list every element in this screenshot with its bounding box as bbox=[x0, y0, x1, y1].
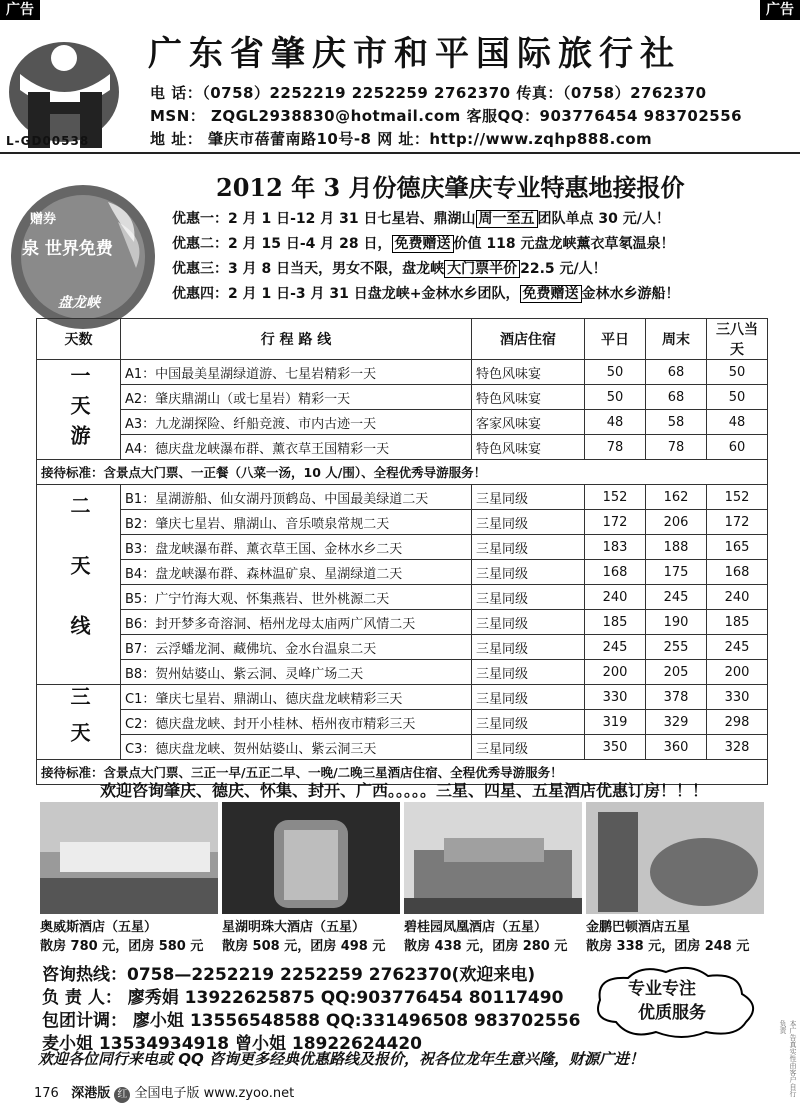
hotel-name: 奥威斯酒店（五星） bbox=[40, 920, 158, 935]
site: 全国电子版 www.zyoo.net bbox=[134, 1086, 295, 1101]
weekend-price: 68 bbox=[646, 360, 707, 385]
promo-pre: 优惠三：3 月 8 日当天，男女不限，盘龙峡 bbox=[172, 261, 445, 277]
cloud-line-2: 优质服务 bbox=[638, 1003, 706, 1023]
cloud-line-1: 专业专注 bbox=[628, 979, 696, 999]
weekday-price: 168 bbox=[585, 560, 646, 585]
weekday-price: 185 bbox=[585, 610, 646, 635]
ad-tag-right: 广告 bbox=[760, 0, 800, 20]
weekend-price: 378 bbox=[646, 685, 707, 710]
promo-box: 免费赠送 bbox=[392, 235, 454, 253]
promo-pre: 优惠一：2 月 1 日-12 月 31 日七星岩、鼎湖山 bbox=[172, 211, 476, 227]
march8-price: 245 bbox=[707, 635, 768, 660]
hotel: 特色风味宴 bbox=[472, 435, 585, 460]
hotel: 三星同级 bbox=[472, 585, 585, 610]
weekday-price: 152 bbox=[585, 485, 646, 510]
day-label: 一天游 bbox=[37, 360, 121, 460]
col-route: 行 程 路 线 bbox=[121, 319, 472, 360]
welcome-banner: 欢迎咨询肇庆、德庆、怀集、封开、广西。。。。。三星、四星、五星酒店优惠订房！！！ bbox=[99, 781, 708, 800]
footer-message: 欢迎各位同行来电或 QQ 咨询更多经典优惠路线及报价，祝各位龙年生意兴隆，财源广进！ bbox=[38, 1050, 644, 1068]
standard-row bbox=[37, 460, 768, 485]
table-row bbox=[37, 510, 768, 535]
hotel: 特色风味宴 bbox=[472, 385, 585, 410]
ad-tag-left: 广告 bbox=[0, 0, 40, 20]
route: B1：星湖游船、仙女湖丹顶鹤岛、中国最美绿道二天 bbox=[121, 485, 472, 510]
service-standard: 接待标准：含景点大门票、三正一早/五正二早、一晚/二晚三星酒店住宿、全程优秀导游服务！ bbox=[37, 760, 768, 785]
weekday-price: 78 bbox=[585, 435, 646, 460]
hotel: 三星同级 bbox=[472, 635, 585, 660]
promo-item bbox=[172, 233, 675, 253]
promo-post: 团队单点 30 元/人！ bbox=[537, 211, 670, 227]
service-standard: 接待标准：含景点大门票、一正餐（八菜一汤，10 人/围）、全程优秀导游服务！ bbox=[37, 460, 768, 485]
weekend-price: 188 bbox=[646, 535, 707, 560]
hotel-price: 散房 508 元，团房 498 元 bbox=[222, 939, 386, 954]
hotel: 三星同级 bbox=[472, 560, 585, 585]
promo-title: 2012 年 3 月份德庆肇庆专业特惠地接报价 bbox=[216, 173, 685, 202]
table-row bbox=[37, 660, 768, 685]
weekday-price: 350 bbox=[585, 735, 646, 760]
weekend-price: 206 bbox=[646, 510, 707, 535]
weekend-price: 245 bbox=[646, 585, 707, 610]
weekend-price: 175 bbox=[646, 560, 707, 585]
table-row bbox=[37, 385, 768, 410]
weekday-price: 183 bbox=[585, 535, 646, 560]
march8-price: 50 bbox=[707, 385, 768, 410]
weekday-price: 319 bbox=[585, 710, 646, 735]
hotel: 客家风味宴 bbox=[472, 410, 585, 435]
group-contact-2: 麦小姐 13534934918 曾小姐 18922624420 bbox=[42, 1034, 422, 1054]
route: A3：九龙湖探险、纤船竞渡、市内古迹一天 bbox=[121, 410, 472, 435]
hotel-photo bbox=[586, 802, 764, 914]
promo-pre: 优惠四：2 月 1 日-3 月 31 日盘龙峡+金林水乡团队， bbox=[172, 286, 520, 302]
hotel-name: 金鹏巴顿酒店五星 bbox=[586, 920, 691, 935]
weekday-price: 245 bbox=[585, 635, 646, 660]
hotel-price: 散房 438 元，团房 280 元 bbox=[404, 939, 568, 954]
promo-pre: 优惠二：2 月 15 日-4 月 28 日， bbox=[172, 236, 392, 252]
route: B6：封开梦多奇溶洞、梧州龙母太庙两广风情二天 bbox=[121, 610, 472, 635]
route: C2：德庆盘龙峡、封开小桂林、梧州夜市精彩三天 bbox=[121, 710, 472, 735]
badge-sub: 盘龙峡 bbox=[58, 295, 100, 311]
promo-post: 22.5 元/人！ bbox=[520, 261, 607, 277]
route: A1：中国最美星湖绿道游、七星岩精彩一天 bbox=[121, 360, 472, 385]
march8-price: 152 bbox=[707, 485, 768, 510]
badge-main: 泉 世界免费 bbox=[22, 239, 113, 259]
hotel-price: 散房 338 元，团房 248 元 bbox=[586, 939, 750, 954]
march8-price: 165 bbox=[707, 535, 768, 560]
table-row bbox=[37, 735, 768, 760]
promo-badge bbox=[8, 182, 158, 332]
price-table bbox=[36, 318, 768, 785]
table-row bbox=[37, 485, 768, 510]
col-weekday: 平日 bbox=[585, 319, 646, 360]
weekend-price: 360 bbox=[646, 735, 707, 760]
col-march8: 三八当天 bbox=[707, 319, 768, 360]
badge-top: 赠券 bbox=[30, 212, 57, 227]
manager-contact: 负 责 人： 廖秀娟 13922625875 QQ:903776454 80117490 bbox=[42, 988, 564, 1008]
promo-item bbox=[172, 283, 680, 303]
hotel: 三星同级 bbox=[472, 610, 585, 635]
route: B8：贺州姑婆山、紫云洞、灵峰广场二天 bbox=[121, 660, 472, 685]
route: B4：盘龙峡瀑布群、森林温矿泉、星湖绿道二天 bbox=[121, 560, 472, 585]
table-row bbox=[37, 535, 768, 560]
weekday-price: 330 bbox=[585, 685, 646, 710]
weekend-price: 329 bbox=[646, 710, 707, 735]
group-contact: 包团计调： 廖小姐 13556548588 QQ:331496508 983702556 bbox=[42, 1011, 581, 1031]
hotel-name: 星湖明珠大酒店（五星） bbox=[222, 920, 366, 935]
table-row bbox=[37, 710, 768, 735]
col-weekend: 周末 bbox=[646, 319, 707, 360]
weekend-price: 162 bbox=[646, 485, 707, 510]
header-divider bbox=[0, 152, 800, 154]
hotel: 三星同级 bbox=[472, 485, 585, 510]
hotline: 咨询热线：0758—2252219 2252259 2762370(欢迎来电) bbox=[42, 965, 536, 985]
route: A2：肇庆鼎湖山（或七星岩）精彩一天 bbox=[121, 385, 472, 410]
hotel: 三星同级 bbox=[472, 685, 585, 710]
weekday-price: 172 bbox=[585, 510, 646, 535]
march8-price: 298 bbox=[707, 710, 768, 735]
weekend-price: 205 bbox=[646, 660, 707, 685]
col-days: 天数 bbox=[37, 319, 121, 360]
weekday-price: 200 bbox=[585, 660, 646, 685]
table-row bbox=[37, 610, 768, 635]
address-line: 地 址： 肇庆市蓓蕾南路10号-8 网 址：http://www.zqhp888.com bbox=[150, 130, 653, 148]
hotel: 三星同级 bbox=[472, 660, 585, 685]
table-header-row bbox=[37, 319, 768, 360]
promo-post: 价值 118 元盘龙峡薰衣草氡温泉！ bbox=[453, 236, 675, 252]
weekend-price: 255 bbox=[646, 635, 707, 660]
table-row bbox=[37, 435, 768, 460]
weekend-price: 58 bbox=[646, 410, 707, 435]
weekend-price: 190 bbox=[646, 610, 707, 635]
promo-item bbox=[172, 258, 607, 278]
march8-price: 200 bbox=[707, 660, 768, 685]
route: B5：广宁竹海大观、怀集燕岩、世外桃源二天 bbox=[121, 585, 472, 610]
hotel-photo bbox=[40, 802, 218, 914]
march8-price: 240 bbox=[707, 585, 768, 610]
march8-price: 330 bbox=[707, 685, 768, 710]
hotel: 三星同级 bbox=[472, 735, 585, 760]
hotel-price: 散房 780 元，团房 580 元 bbox=[40, 939, 204, 954]
promo-box: 周一至五 bbox=[476, 210, 538, 228]
col-hotel: 酒店住宿 bbox=[472, 319, 585, 360]
weekday-price: 48 bbox=[585, 410, 646, 435]
route: B3：盘龙峡瀑布群、薰衣草王国、金林水乡二天 bbox=[121, 535, 472, 560]
march8-price: 168 bbox=[707, 560, 768, 585]
march8-price: 50 bbox=[707, 360, 768, 385]
hotel-name: 碧桂园凤凰酒店（五星） bbox=[404, 920, 548, 935]
route: B2：肇庆七星岩、鼎湖山、音乐喷泉常规二天 bbox=[121, 510, 472, 535]
table-row bbox=[37, 685, 768, 710]
hotel: 三星同级 bbox=[472, 535, 585, 560]
promo-post: 金林水乡游船！ bbox=[581, 286, 680, 302]
phone-line: 电 话：（0758）2252219 2252259 2762370 传真：（0758）2762370 bbox=[150, 84, 707, 102]
promo-box: 大门票半价 bbox=[444, 260, 520, 278]
hotel: 三星同级 bbox=[472, 710, 585, 735]
table-row bbox=[37, 560, 768, 585]
weekday-price: 50 bbox=[585, 385, 646, 410]
march8-price: 328 bbox=[707, 735, 768, 760]
edition-mark: 红 bbox=[114, 1087, 130, 1103]
march8-price: 172 bbox=[707, 510, 768, 535]
hotel: 三星同级 bbox=[472, 510, 585, 535]
march8-price: 48 bbox=[707, 410, 768, 435]
weekday-price: 50 bbox=[585, 360, 646, 385]
page-number: 176 bbox=[34, 1086, 59, 1101]
hotel-gallery bbox=[40, 802, 768, 952]
promo-item bbox=[172, 208, 670, 228]
route: C3：德庆盘龙峡、贺州姑婆山、紫云洞三天 bbox=[121, 735, 472, 760]
weekday-price: 240 bbox=[585, 585, 646, 610]
table-row bbox=[37, 585, 768, 610]
hotel-photo bbox=[404, 802, 582, 914]
table-row bbox=[37, 410, 768, 435]
hotel-photo bbox=[222, 802, 400, 914]
route: B7：云浮蟠龙洞、藏佛坑、金水台温泉二天 bbox=[121, 635, 472, 660]
side-note: 本广告真实性由客户自行负责 bbox=[779, 1020, 797, 1097]
hotel: 特色风味宴 bbox=[472, 360, 585, 385]
service-cloud bbox=[586, 962, 766, 1042]
msn-line: MSN： ZQGL2938830@hotmail.com 客服QQ：903776454 983702556 bbox=[150, 107, 743, 125]
table-row bbox=[37, 635, 768, 660]
promo-box: 免费赠送 bbox=[520, 285, 582, 303]
march8-price: 60 bbox=[707, 435, 768, 460]
edition: 深港版 bbox=[71, 1086, 111, 1101]
day-label: 二天线 bbox=[37, 485, 121, 685]
route: A4：德庆盘龙峡瀑布群、薰衣草王国精彩一天 bbox=[121, 435, 472, 460]
company-name: 广东省肇庆市和平国际旅行社 bbox=[148, 34, 681, 74]
weekend-price: 68 bbox=[646, 385, 707, 410]
table-row bbox=[37, 360, 768, 385]
license-code: L-GD00538 bbox=[6, 134, 90, 148]
day-label: 三天 bbox=[37, 685, 121, 760]
route: C1：肇庆七星岩、鼎湖山、德庆盘龙峡精彩三天 bbox=[121, 685, 472, 710]
march8-price: 185 bbox=[707, 610, 768, 635]
weekend-price: 78 bbox=[646, 435, 707, 460]
